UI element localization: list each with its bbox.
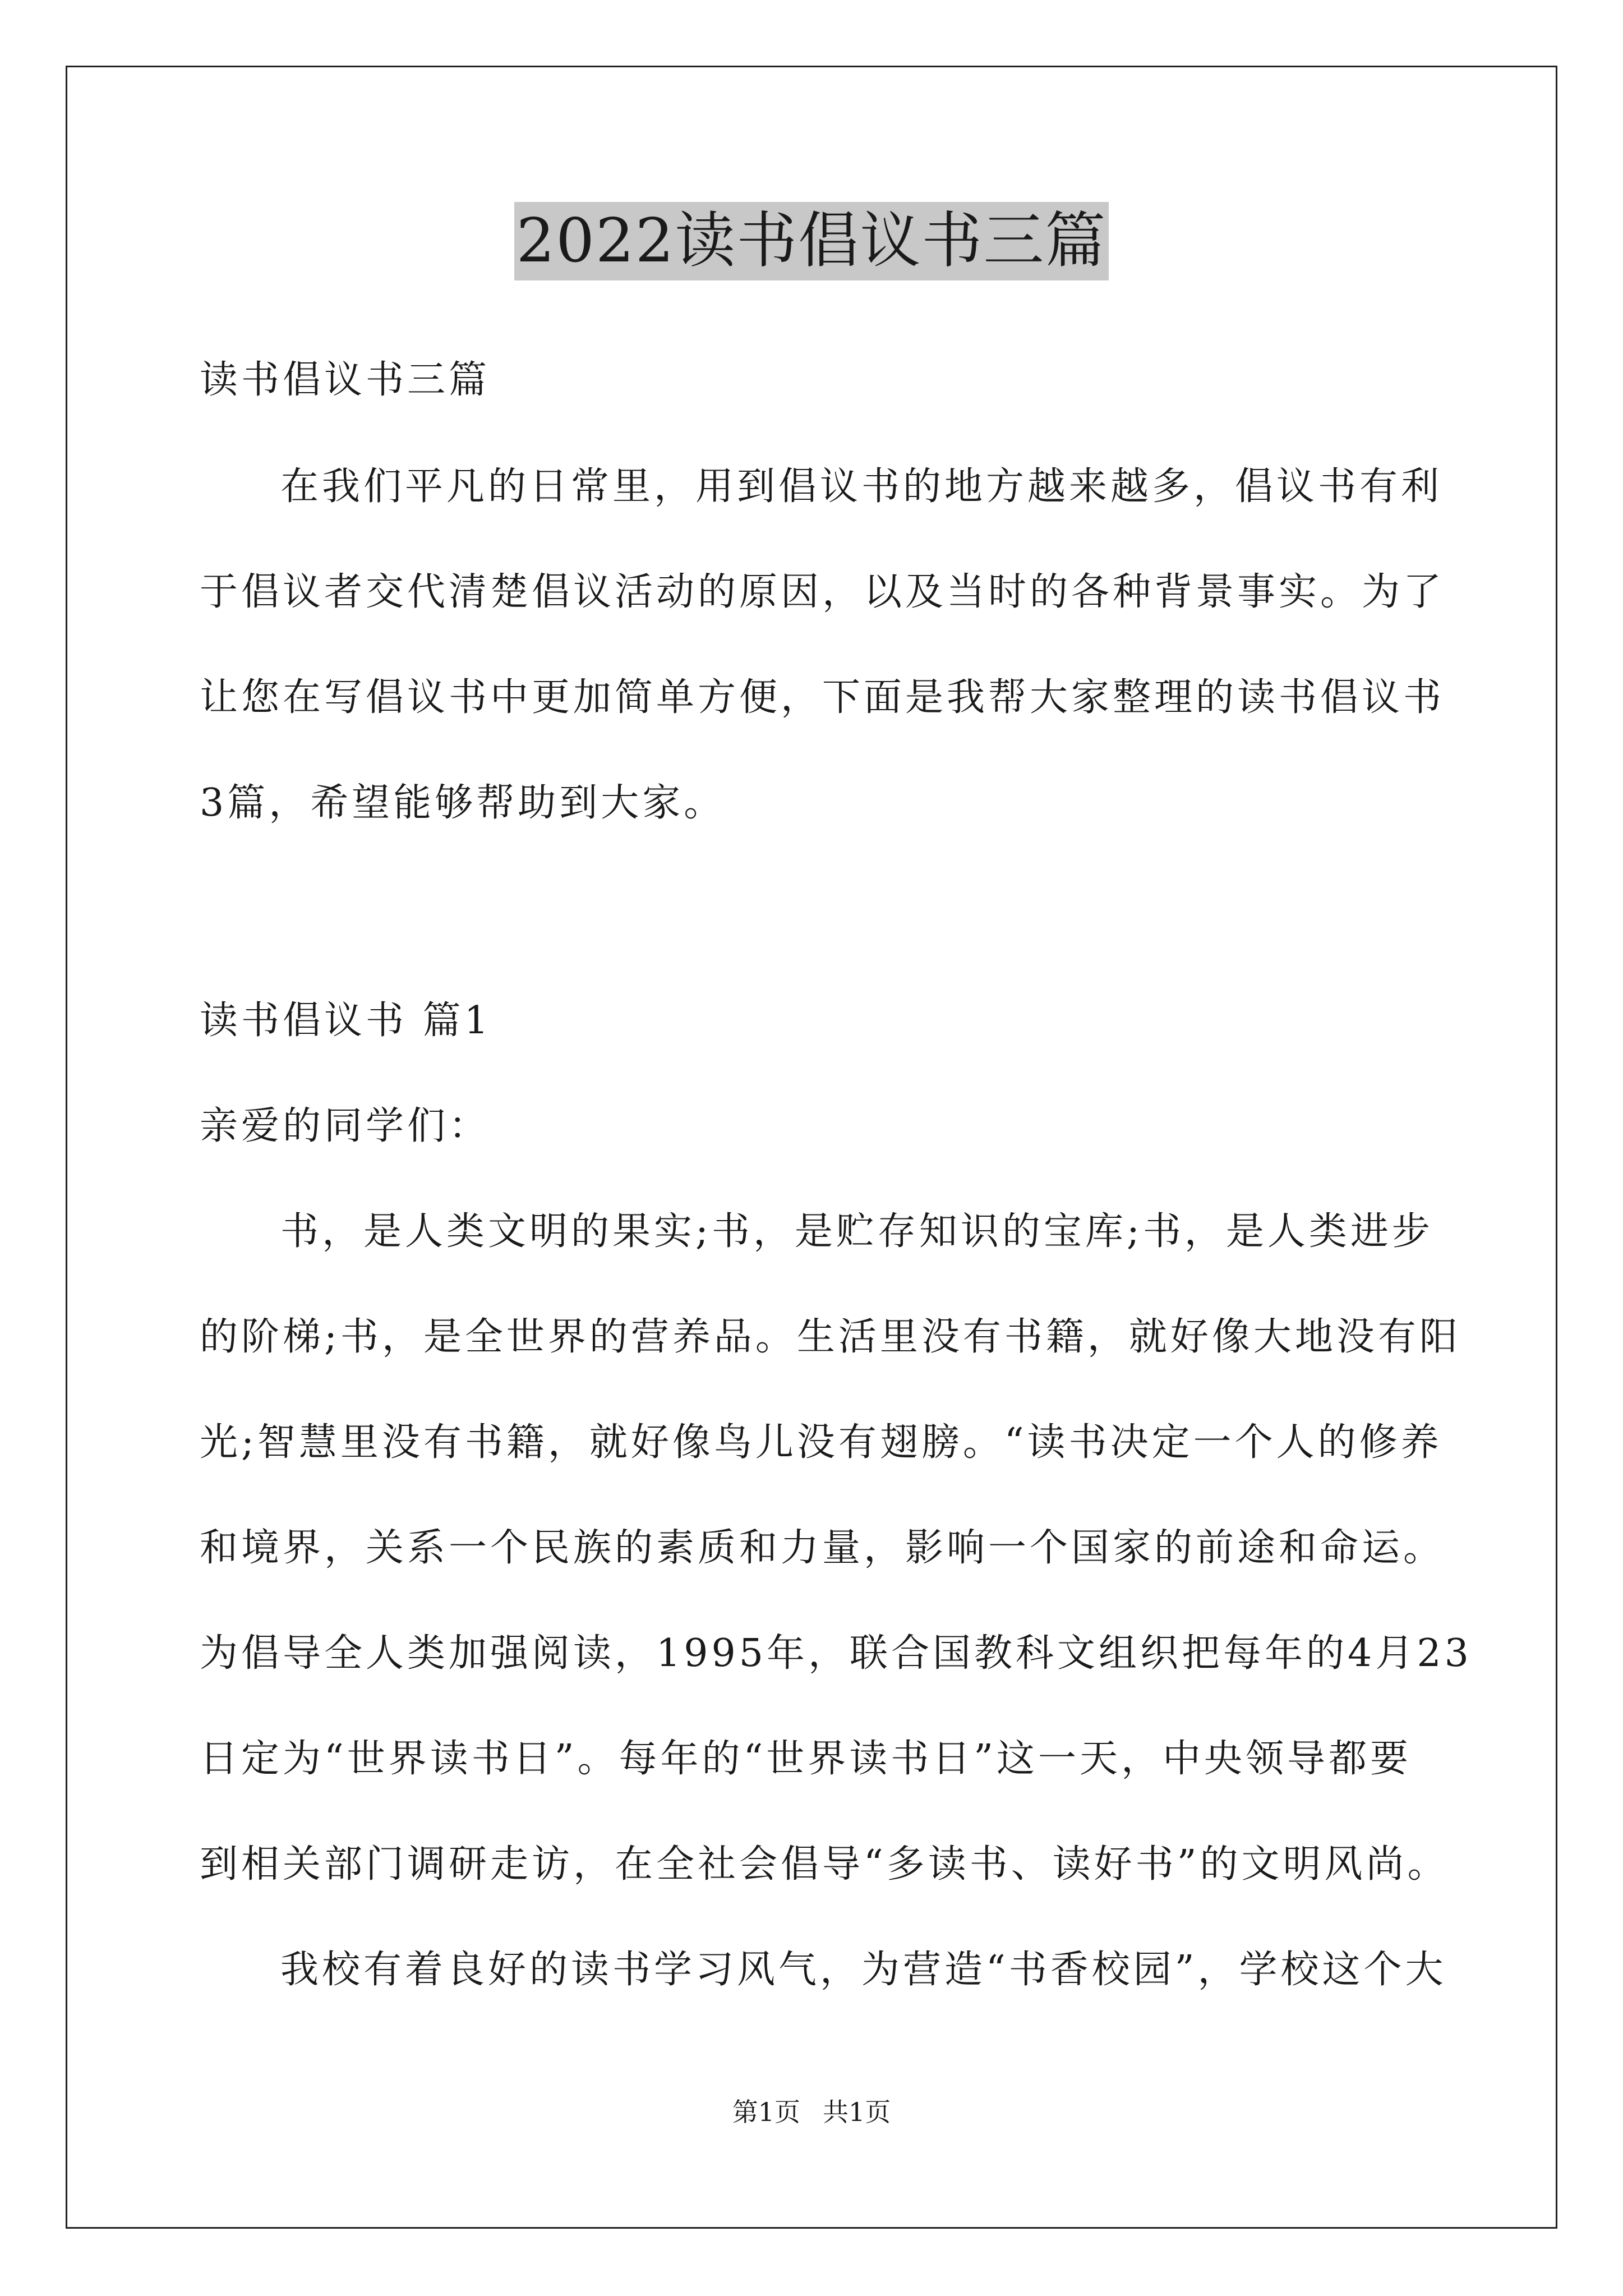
paragraph-line: 和境界，关系一个民族的素质和力量，影响一个国家的前途和命运。 bbox=[200, 1526, 1445, 1570]
page-number: 第1页 bbox=[732, 2097, 800, 2127]
title-wrap bbox=[0, 202, 1623, 280]
section-heading: 读书倡议书 篇1 bbox=[200, 999, 492, 1043]
paragraph-line: 在我们平凡的日常里，用到倡议书的地方越来越多，倡议书有利 bbox=[280, 464, 1443, 509]
salutation: 亲爱的同学们： bbox=[200, 1104, 491, 1148]
paragraph-line: 于倡议者交代清楚倡议活动的原因，以及当时的各种背景事实。为了 bbox=[200, 570, 1445, 614]
page-total: 共1页 bbox=[823, 2097, 891, 2127]
paragraph-line: 让您在写倡议书中更加简单方便，下面是我帮大家整理的读书倡议书 bbox=[200, 675, 1445, 720]
paragraph-line: 为倡导全人类加强阅读，1995年，联合国教科文组织把每年的4月23 bbox=[200, 1631, 1472, 1676]
paragraph-line: 的阶梯;书，是全世界的营养品。生活里没有书籍，就好像大地没有阳 bbox=[200, 1315, 1461, 1359]
paragraph-line: 到相关部门调研走访，在全社会倡导“多读书、读好书”的文明风尚。 bbox=[200, 1842, 1449, 1887]
paragraph-line: 光;智慧里没有书籍，就好像鸟儿没有翅膀。“读书决定一个人的修养 bbox=[200, 1420, 1442, 1465]
paragraph-line: 我校有着良好的读书学习风气，为营造“书香校园”，学校这个大 bbox=[280, 1948, 1447, 1992]
subtitle: 读书倡议书三篇 bbox=[200, 358, 491, 402]
paragraph-line: 3篇，希望能够帮助到大家。 bbox=[200, 781, 726, 825]
paragraph-line: 日定为“世界读书日”。每年的“世界读书日”这一天，中央领导都要 bbox=[200, 1737, 1412, 1781]
document-title: 2022读书倡议书三篇 bbox=[514, 202, 1109, 280]
paragraph-line: 书，是人类文明的果实;书，是贮存知识的宝库;书，是人类进步 bbox=[280, 1209, 1433, 1254]
page-footer bbox=[0, 2095, 1623, 2129]
